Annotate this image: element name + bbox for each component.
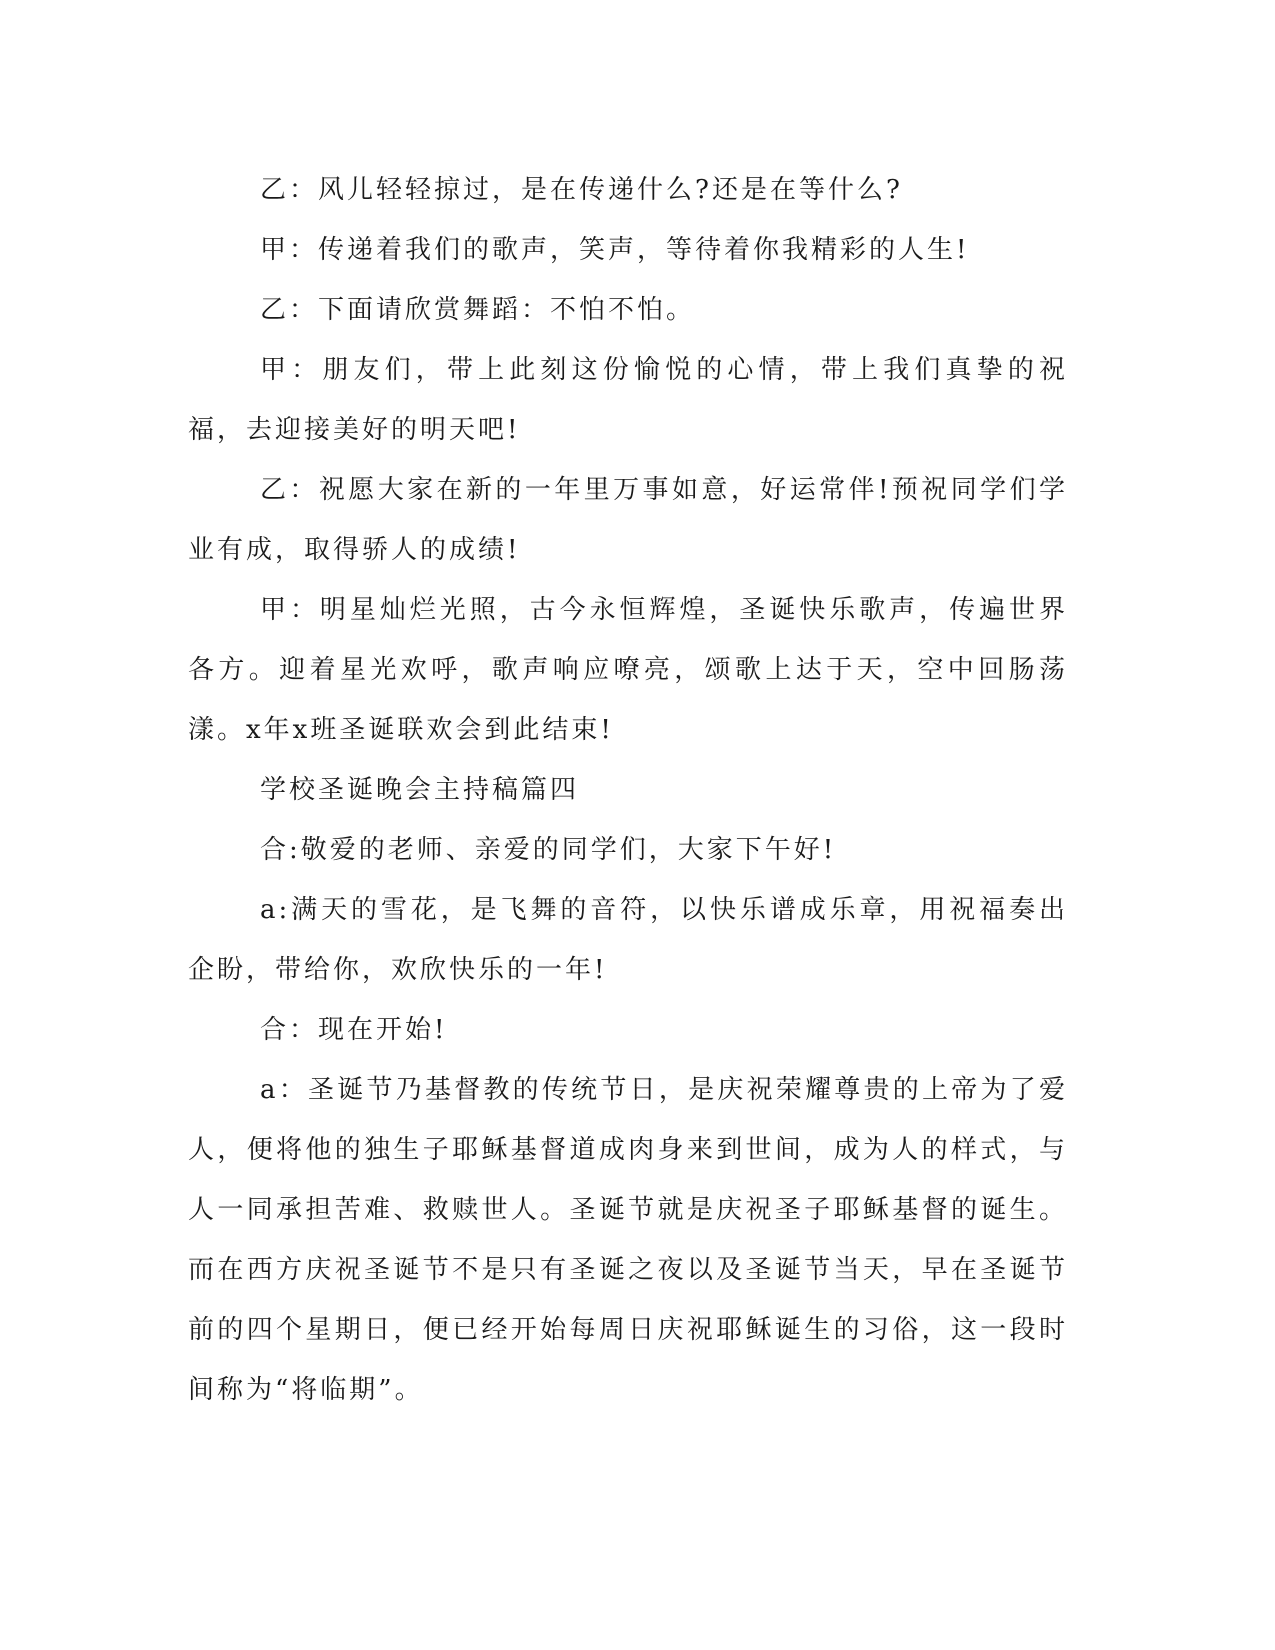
document-body xyxy=(188,160,1068,1420)
dialogue-line-he-start: 合：现在开始! xyxy=(260,1015,448,1045)
dialogue-line-a-christmas: a：圣诞节乃基督教的传统节日，是庆祝荣耀尊贵的上帝为了爱人，便将他的独生子耶稣基督道成肉身来到世间，成为人的样式，与人一同承担苦难、救赎世人。圣诞节就是庆祝圣子耶稣基督的诞生。而在西方庆祝圣诞节不是只有圣诞之夜以及圣诞节当天，早在圣诞节前的四个星期日，便已经开始每周日庆祝耶稣诞生的习俗，这一段时间称为“将临期”。 xyxy=(188,1075,1068,1405)
section-heading: 学校圣诞晚会主持稿篇四 xyxy=(260,775,580,805)
dialogue-line-he-greeting: 合:敬爱的老师、亲爱的同学们，大家下午好! xyxy=(260,835,837,865)
dialogue-line-jia-friends: 甲：朋友们，带上此刻这份愉悦的心情，带上我们真挚的祝福，去迎接美好的明天吧! xyxy=(188,355,1068,445)
dialogue-line-jia-closing: 甲：明星灿烂光照，古今永恒辉煌，圣诞快乐歌声，传遍世界各方。迎着星光欢呼，歌声响应嘹亮，颂歌上达于天，空中回肠荡漾。x年x班圣诞联欢会到此结束! xyxy=(188,595,1068,745)
dialogue-line-a-snow: a:满天的雪花，是飞舞的音符，以快乐谱成乐章，用祝福奏出企盼，带给你，欢欣快乐的一年! xyxy=(188,895,1068,985)
dialogue-line-jia-songs: 甲：传递着我们的歌声，笑声，等待着你我精彩的人生! xyxy=(260,235,970,265)
dialogue-line-yi-wind: 乙：风儿轻轻掠过，是在传递什么?还是在等什么? xyxy=(260,175,903,205)
dialogue-line-yi-dance: 乙：下面请欣赏舞蹈：不怕不怕。 xyxy=(260,295,696,325)
dialogue-line-yi-wishes: 乙：祝愿大家在新的一年里万事如意，好运常伴!预祝同学们学业有成，取得骄人的成绩! xyxy=(188,475,1068,565)
